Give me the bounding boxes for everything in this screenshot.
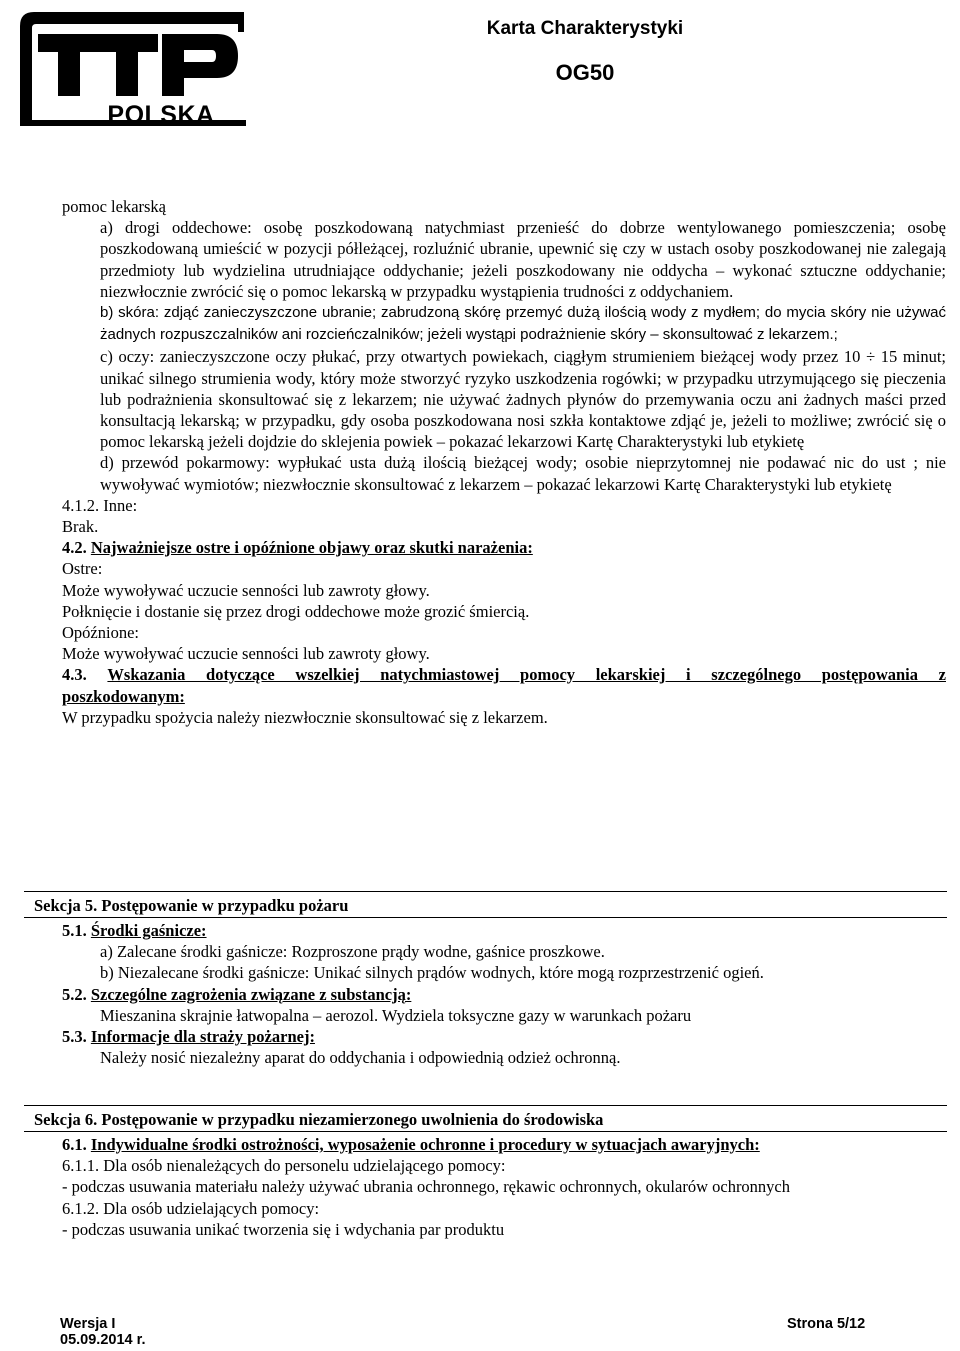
section-4-3-title-line-2-row — [0, 686, 960, 707]
section-6-1-heading — [0, 1134, 960, 1155]
section-4-3-heading — [0, 664, 960, 685]
section-4-3-title-line-2: poszkodowanym: — [62, 686, 185, 706]
acute-effect-1: Może wywoływać uczucie senności lub zawroty głowy. — [62, 580, 430, 600]
version-date: 05.09.2014 r. — [60, 1332, 146, 1348]
document-title: Karta Charakterystyki — [486, 18, 684, 39]
section-5-2-text: Mieszanina skrajnie łatwopalna – aerozol. Wydziela toksyczne gazy w warunkach pożaru — [100, 1005, 692, 1025]
section-6-body — [0, 1134, 960, 1240]
section-6-1-number: 6.1. — [62, 1135, 87, 1154]
delayed-effect-1: Może wywoływać uczucie senności lub zawroty głowy. — [62, 644, 430, 664]
section-5-body — [0, 920, 960, 1068]
section-5-3-text: Należy nosić niezależny aparat do oddychania i odpowiednią odzież ochronną. — [100, 1048, 621, 1068]
version-label: Wersja I — [60, 1316, 116, 1332]
section-5-1-number: 5.1. — [62, 921, 87, 940]
section-6-1-2-text: - podczas usuwania unikać tworzenia się i wdychania par produktu — [62, 1219, 505, 1239]
unsuitable-extinguishers: b) Niezalecane środki gaśnicze: Unikać silnych prądów wodnych, które mogą rozprzestrzenić ogień. — [100, 963, 764, 983]
section-5-3-heading — [0, 1026, 960, 1047]
product-name: OG50 — [555, 60, 615, 85]
pomoc-heading: pomoc lekarską — [62, 197, 167, 216]
first-aid-airways: a) drogi oddechowe: osobę poszkodowaną natychmiast przenieść do dobrze wentylowanego pomieszczenia; osobę poszkodowaną umieścić w pozycji półleżącej, rozluźnić ubranie, upewnić się czy w ustach osoby poszkodowanej nie zalegają przedmioty lub wydzielina utrudniające oddychanie; jeżeli poszkodowany nie oddycha – wykonać sztuczne oddychanie; niezwłocznie zwrócić się o pomoc lekarską w przypadku wystąpienia trudności z oddychaniem. — [100, 218, 946, 301]
section-6-heading: Sekcja 6. Postępowanie w przypadku niezamierzonego uwolnienia do środowiska — [24, 1105, 947, 1132]
logo-text: POLSKA — [107, 101, 215, 129]
section-6-1-title: Indywidualne środki ostrożności, wyposażenie ochronne i procedury w sytuacjach awaryjnych: — [90, 1135, 760, 1154]
document-header — [0, 0, 960, 140]
first-aid-eyes: c) oczy: zanieczyszczone oczy płukać, przy otwartych powiekach, ciągłym strumieniem bieżącej wody przez 10 ÷ 15 minut; unikać silnego strumienia wody, który może stworzyć ryzyko uszkodzenia rogówki; w przypadku utrzymującego się pieczenia lub podrażnienia skonsultować się z lekarzem; nie używać żadnych płynów do przemywania oczu ani żadnych maści przed konsultacją lekarską; w przypadku, gdy osoba poszkodowana nosi szkła kontaktowe zdjąć je, jeżeli to możliwe; zwrócić się o pomoc lekarską jeżeli dojdzie do sklejenia powiek – pokazać lekarzowi Kartę Charakterystyki lub etykietę — [100, 347, 946, 452]
other-value: Brak. — [62, 517, 99, 537]
section-4-3-title-line-1: Wskazania dotyczące wszelkiej natychmiastowej pomocy lekarskiej i szczególnego postępowania z — [107, 665, 946, 685]
first-aid-skin: b) skóra: zdjąć zanieczyszczone ubranie; zabrudzoną skórę przemyć dużą ilością wody z mydłem; do mycia skóry nie używać żadnych rozpuszczalników ani rozcieńczalników; jeżeli wystąpi podrażnienie skóry – skonsultować z lekarzem.; — [100, 304, 946, 344]
section-6-1-2: 6.1.2. Dla osób udzielających pomocy: — [62, 1198, 320, 1218]
acute-effect-2: Połknięcie i dostanie się przez drogi oddechowe może grozić śmiercią. — [62, 601, 530, 621]
section-5-3-title: Informacje dla straży pożarnej: — [90, 1027, 315, 1047]
section-6-1-1-text: - podczas usuwania materiału należy używać ubrania ochronnego, rękawic ochronnych, okularów ochronnych — [62, 1177, 791, 1197]
section-5-1-title: Środki gaśnicze: — [90, 921, 207, 940]
acute-label: Ostre: — [62, 559, 103, 579]
section-4-3-text: W przypadku spożycia należy niezwłocznie skonsultować się z lekarzem. — [62, 707, 548, 727]
section-4-2-number: 4.2. — [62, 538, 87, 558]
section-5-2-heading — [0, 984, 960, 1005]
recommended-extinguishers: a) Zalecane środki gaśnicze: Rozproszone prądy wodne, gaśnice proszkowe. — [100, 942, 605, 962]
delayed-label: Opóźnione: — [62, 623, 139, 643]
section-5-2-number: 5.2. — [62, 984, 87, 1004]
section-4-3-number: 4.3. — [62, 665, 87, 685]
page-number: Strona 5/12 — [787, 1316, 866, 1332]
section-5-3-number: 5.3. — [62, 1027, 87, 1047]
footer-left — [60, 1316, 145, 1348]
section-6-1-1: 6.1.1. Dla osób nienależących do personelu udzielającego pomocy: — [62, 1156, 506, 1176]
section-4-2-title: Najważniejsze ostre i opóźnione objawy oraz skutki narażenia: — [90, 538, 533, 558]
section-5-heading: Sekcja 5. Postępowanie w przypadku pożaru — [24, 891, 947, 918]
section-5-1-heading — [0, 920, 960, 941]
document-body — [0, 196, 960, 728]
other-label: 4.1.2. Inne: — [62, 495, 138, 515]
first-aid-ingestion: d) przewód pokarmowy: wypłukać usta dużą ilością bieżącej wody; osobie nieprzytomnej nie podawać nic do ust ; nie wywoływać wymiotów; niezwłocznie skonsultować z lekarzem – pokazać lekarzowi Kartę Charakterystyki lub etykietę — [100, 453, 946, 494]
section-4-2-heading — [0, 537, 960, 558]
section-5-2-title: Szczególne zagrożenia związane z substancją: — [90, 984, 412, 1004]
